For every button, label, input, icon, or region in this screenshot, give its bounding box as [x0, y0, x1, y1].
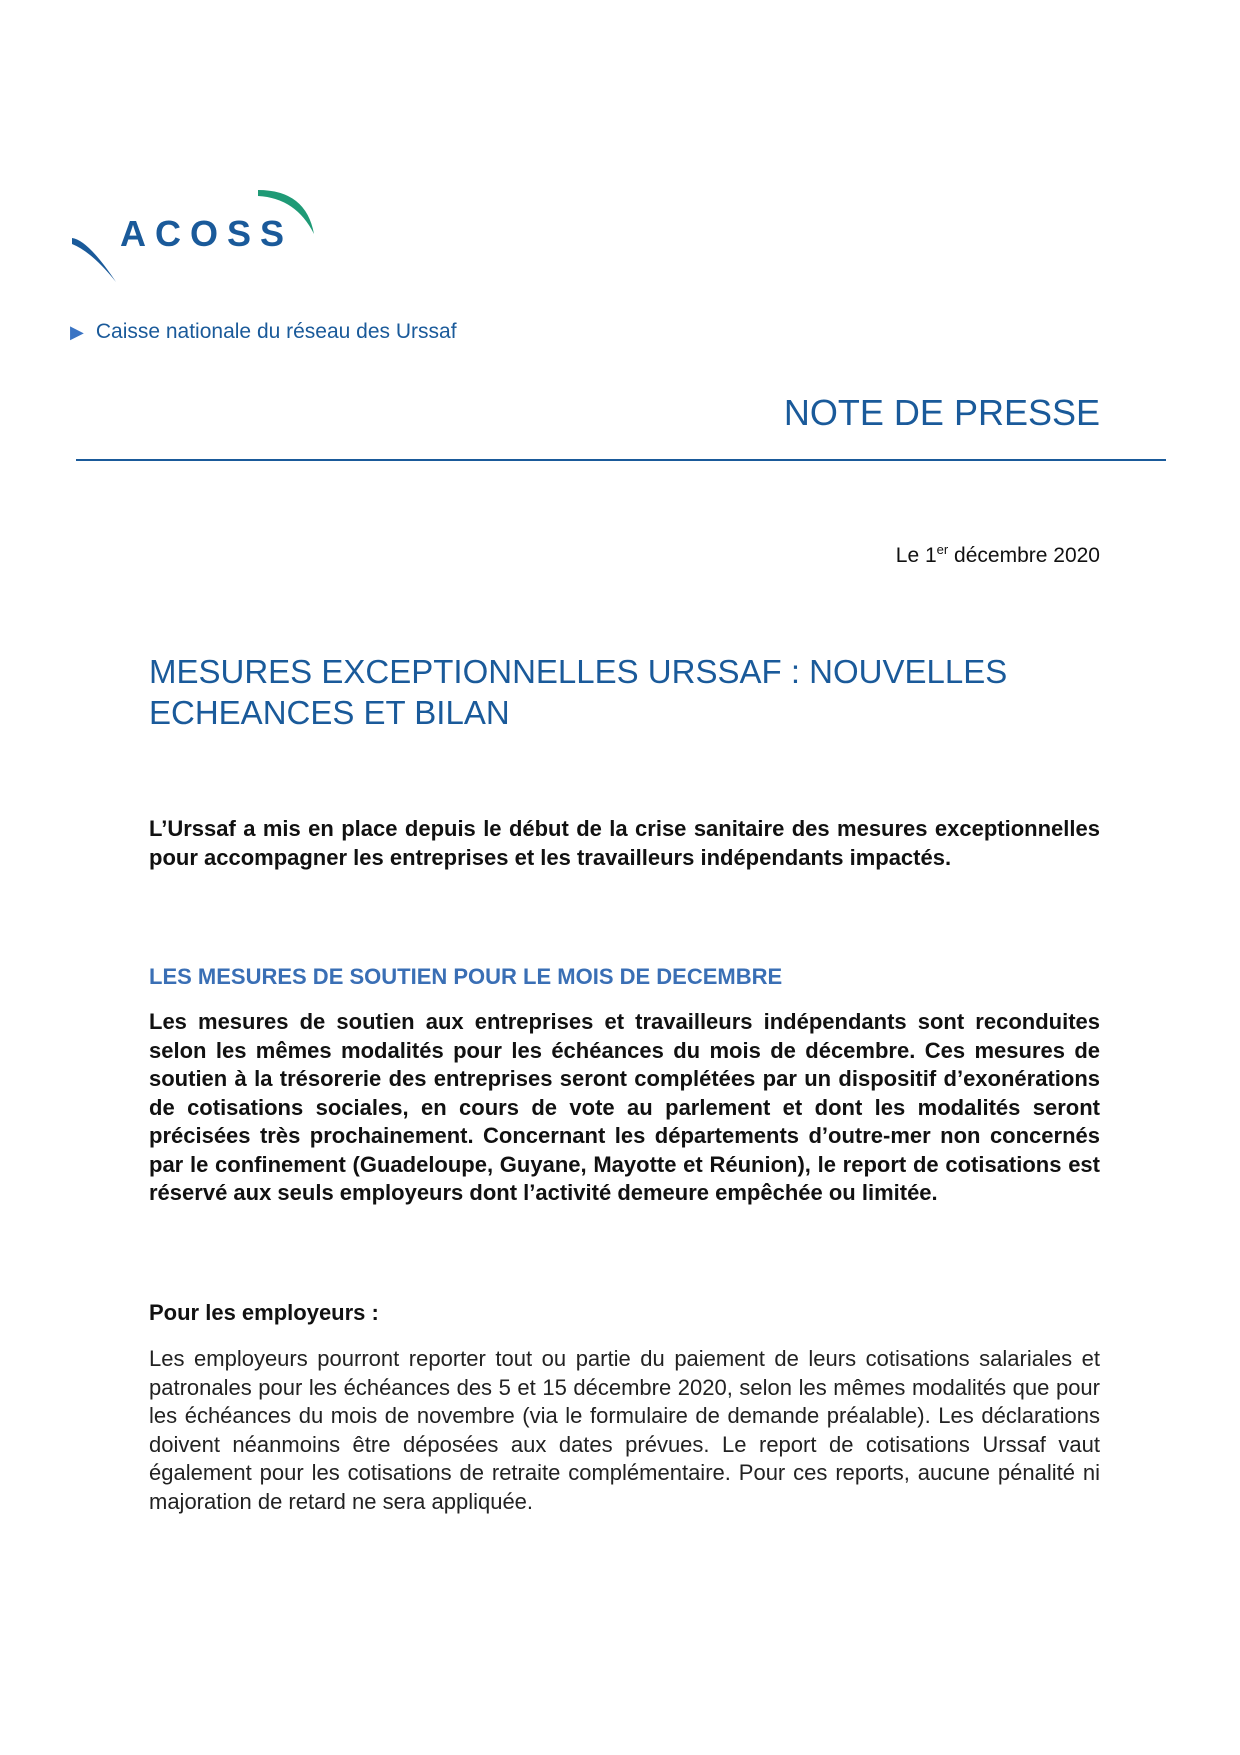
date-superscript: er: [936, 542, 949, 557]
lead-paragraph: L’Urssaf a mis en place depuis le début de la crise sanitaire des mesures exceptionnelles pour accompagner les entreprises et les travailleurs indépendants impactés.: [149, 816, 1100, 870]
document-type: NOTE DE PRESSE: [783, 392, 1100, 433]
play-arrow-icon: ▶: [70, 321, 84, 342]
date-suffix: décembre 2020: [948, 544, 1100, 567]
acoss-logo: [70, 188, 326, 288]
tagline: [70, 320, 457, 344]
tagline-text: Caisse nationale du réseau des Urssaf: [95, 320, 457, 343]
logo-text: ACOSS: [120, 213, 294, 254]
date: [896, 542, 1100, 568]
employers-paragraph: Les employeurs pourront reporter tout ou partie du paiement de leurs cotisations salariales et patronales pour les échéances des 5 et 15 décembre 2020, selon les mêmes modalités que pour les échéances du mois de novembre (via le formulaire de demande préalable). Les déclarations doivent néanmoins être déposées aux dates prévues. Le report de cotisations Urssaf vaut également pour les cotisations de retraite complémentaire. Pour ces reports, aucune pénalité ni majoration de retard ne sera appliquée.: [149, 1346, 1100, 1514]
section-title: LES MESURES DE SOUTIEN POUR LE MOIS DE DECEMBRE: [149, 964, 783, 989]
section-body: Les mesures de soutien aux entreprises et travailleurs indépendants sont reconduites selon les mêmes modalités pour les échéances du mois de décembre. Ces mesures de soutien à la trésorerie des entreprises seront complétées par un dispositif d’exonérations de cotisations sociales, en cours de vote au parlement et dont les modalités seront précisées très prochainement. Concernant les départements d’outre-mer non concernés par le confinement (Guadeloupe, Guyane, Mayotte et Réunion), le report de cotisations est réservé aux seuls employeurs dont l’activité demeure empêchée ou limitée.: [149, 1009, 1100, 1205]
page-title: MESURES EXCEPTIONNELLES URSSAF : NOUVELLES ECHEANCES ET BILAN: [149, 653, 1008, 731]
date-prefix: Le 1: [895, 544, 937, 567]
header-divider: [76, 459, 1166, 461]
employers-heading: Pour les employeurs :: [149, 1300, 379, 1325]
